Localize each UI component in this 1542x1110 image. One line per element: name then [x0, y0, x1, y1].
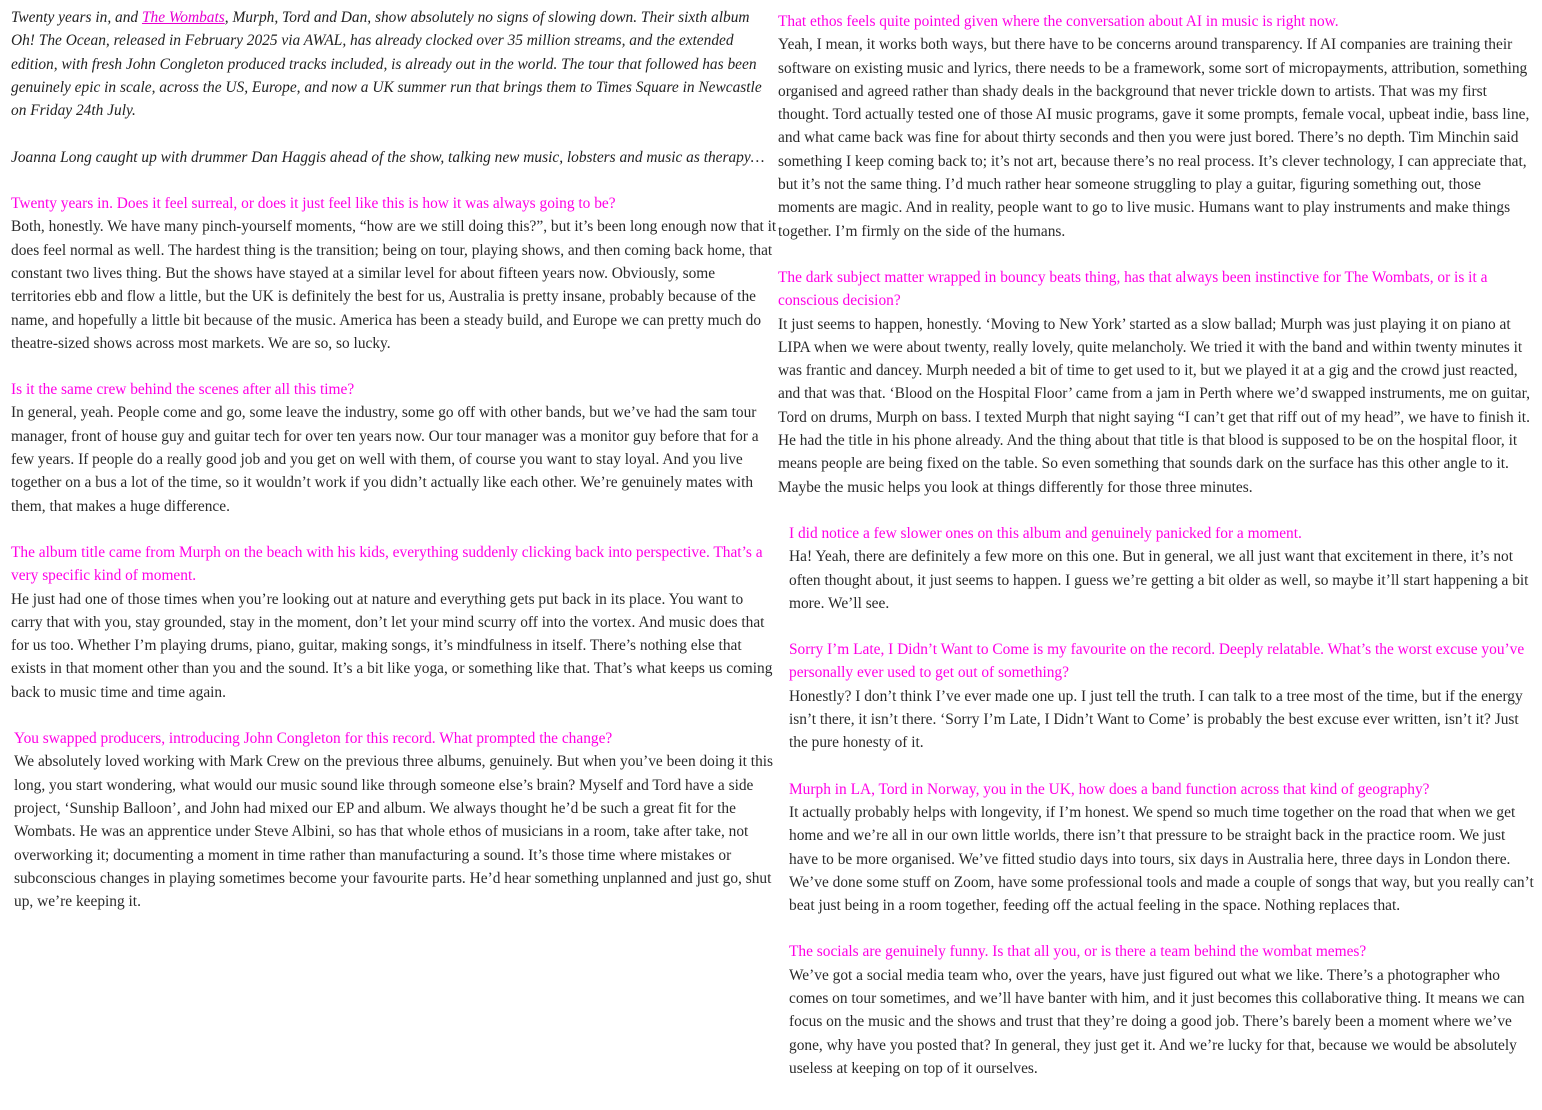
- answer: He just had one of those times when you’re looking out at nature and everything gets put back in its place. You want to carry that with you, stay grounded, stay in the moment, don’t let your mind scurry off into the vortex. And music does that for us too. Whether I’m playing drums, piano, guitar, making songs, it’s mindfulness in itself. There’s nothing else that exists in that moment other than you and the sound. It’s a bit like yoga, or something like that. That’s what keeps us coming back to music time and time again.: [11, 590, 773, 701]
- answer: Ha! Yeah, there are definitely a few more on this one. But in general, we all just want that excitement in there, it’s not often thought about, it just seems to happen. I guess we’re getting a bit older as well, so maybe it’ll start happening a bit more. We’ll see.: [789, 548, 1529, 612]
- question: Murph in LA, Tord in Norway, you in the UK, how does a band function across that kind of geography?: [789, 780, 1430, 798]
- qa-block: [778, 940, 1538, 1080]
- answer: It just seems to happen, honestly. ‘Moving to New York’ started as a slow ballad; Murph was just playing it on piano at LIPA when we were about twenty, really lovely, quite melancholy. We tried it with the band and within twenty minutes it was frantic and dancey. Murph needed a bit of time to get used to it, but we played it at a gig and the crowd just reacted, and that was that. ‘Blood on the Hospital Floor’ came from a jam in Perth where we’d swapped instruments, me on guitar, Tord on drums, Murph on bass. I texted Murph that night saying “I can’t get that riff out of my head”, we have to finish it. He had the title in his phone already. And the thing about that title is that blood is supposed to be on the hospital floor, it means people are being fixed on the table. So even something that sounds dark on the surface has this other angle to it. Maybe the music helps you look at things differently for those three minutes.: [778, 315, 1530, 496]
- question: The album title came from Murph on the beach with his kids, everything suddenly clicking back into perspective. That’s a very specific kind of moment.: [11, 543, 763, 585]
- qa-block: [11, 378, 777, 518]
- intro-byline: Joanna Long caught up with drummer Dan Haggis ahead of the show, talking new music, lobsters and music as therapy…: [11, 148, 765, 166]
- qa-block: [778, 10, 1538, 243]
- intro-paragraph: [11, 6, 777, 122]
- qa-block: [11, 541, 777, 704]
- answer: We’ve got a social media team who, over the years, have just figured out what we like. There’s a photographer who comes on tour sometimes, and we’ll have banter with him, and it just becomes this collaborative thing. It means we can focus on the music and the shows and trust that they’re doing a good job. There’s barely been a moment where we’ve gone, why have you posted that? In general, they just get it. And we’re lucky for that, because we would be absolutely useless at keeping on top of it ourselves.: [789, 966, 1525, 1077]
- question: Is it the same crew behind the scenes after all this time?: [11, 381, 355, 399]
- left-column: [11, 6, 777, 913]
- qa-block: [778, 778, 1538, 918]
- qa-block: [11, 192, 777, 355]
- intro-text-rest: , Murph, Tord and Dan, show absolutely no signs of slowing down. Their sixth album Oh! The Ocean, released in February 2025 via AWAL, has already clocked over 35 million streams, and the extended edition, with fresh John Congleton produced tracks included, is already out in the world. The tour that followed has been genuinely epic in scale, across the US, Europe, and now a UK summer run that brings them to Times Square in Newcastle on Friday 24th July.: [11, 9, 762, 120]
- answer: Honestly? I don’t think I’ve ever made one up. I just tell the truth. I can talk to a tree most of the time, but if the energy isn’t there, it isn’t there. ‘Sorry I’m Late, I Didn’t Want to Come’ is probably the best excuse ever written, isn’t it? Just the pure honesty of it.: [789, 687, 1523, 752]
- qa-block: [778, 638, 1538, 754]
- answer: Yeah, I mean, it works both ways, but there have to be concerns around transparency. If AI companies are training their software on existing music and lyrics, there needs to be a framework, some sort of micropayments, attribution, something organised and agreed rather than shady deals in the background that never trickle down to artists. That was my first thought. Tord actually tested one of those AI music programs, gave it some prompts, female vocal, upbeat indie, bass line, and what came back was fine for about thirty seconds and then you were just bored. There’s no depth. Tim Minchin said something I keep coming back to; it’s not art, because there’s no real process. It’s clever technology, I can appreciate that, but it’s not the same thing. I’d much rather hear someone struggling to play a guitar, figuring something out, those moments are magic. And in reality, people want to go to live music. Humans want to play instruments and make things together. I’m firmly on the side of the humans.: [778, 36, 1530, 240]
- answer: In general, yeah. People come and go, some leave the industry, some go off with other bands, but we’ve had the sam tour manager, front of house guy and guitar tech for over ten years now. Our tour manager was a monitor guy before that for a few years. If people do a really good job and you get on well with them, of course you want to stay loyal. And you live together on a bus a lot of the time, so it wouldn’t work if you didn’t actually like each other. We’re genuinely mates with them, that makes a huge difference.: [11, 404, 759, 515]
- question: You swapped producers, introducing John Congleton for this record. What prompted the change?: [14, 730, 613, 748]
- qa-block: [778, 266, 1538, 499]
- question: Sorry I’m Late, I Didn’t Want to Come is my favourite on the record. Deeply relatable. What’s the worst excuse you’ve personally ever used to get out of something?: [789, 641, 1525, 682]
- question: That ethos feels quite pointed given where the conversation about AI in music is right now.: [778, 13, 1339, 30]
- answer: It actually probably helps with longevity, if I’m honest. We spend so much time together on the road that when we get home and we’re all in our own little worlds, there isn’t that pressure to be straight back in the practice room. We just have to be more organised. We’ve fitted studio days into tours, six days in Australia here, three days in London there. We’ve done some stuff on Zoom, have some professional tools and made a couple of songs that way, but you really can’t beat just being in a room together, feeding off the actual feeling in the space. Nothing replaces that.: [789, 803, 1534, 915]
- answer: We absolutely loved working with Mark Crew on the previous three albums, genuinely. But when you’ve been doing it this long, you start wondering, what would our music sound like through someone else’s brain? Myself and Tord have a side project, ‘Sunship Balloon’, and John had mixed our EP and album. We always thought he’d be such a great fit for the Wombats. He was an apprentice under Steve Albini, so has that whole ethos of musicians in a room, take after take, not overworking it; documenting a moment in time rather than manufacturing a sound. It’s those time where mistakes or subconscious changes in playing sometimes become your favourite parts. He’d hear something unplanned and just go, shut up, we’re keeping it.: [14, 753, 774, 911]
- qa-block: [778, 522, 1538, 615]
- intro-text-start: Twenty years in, and: [11, 9, 142, 26]
- intro: [11, 6, 777, 169]
- question: The dark subject matter wrapped in bouncy beats thing, has that always been instinctive for The Wombats, or is it a conscious decision?: [778, 268, 1488, 310]
- qa-block: [11, 727, 777, 913]
- answer: Both, honestly. We have many pinch-yourself moments, “how are we still doing this?”, but it’s been long enough now that it does feel normal as well. The hardest thing is the transition; being on tour, playing shows, and then coming back home, that constant two lives thing. But the shows have stayed at a similar level for about fifteen years now. Obviously, some territories ebb and flow a little, but the UK is definitely the best for us, Australia is pretty insane, probably because of the name, and hopefully a little bit because of the music. America has been a steady build, and Europe we can pretty much do theatre-sized shows across most markets. We are so, so lucky.: [11, 218, 777, 352]
- question: Twenty years in. Does it feel surreal, or does it just feel like this is how it was always going to be?: [11, 195, 616, 213]
- question: The socials are genuinely funny. Is that all you, or is there a team behind the wombat memes?: [789, 943, 1367, 961]
- question: I did notice a few slower ones on this album and genuinely panicked for a moment.: [789, 524, 1302, 542]
- the-wombats-link[interactable]: The Wombats: [141, 9, 225, 26]
- right-column: [778, 10, 1538, 1080]
